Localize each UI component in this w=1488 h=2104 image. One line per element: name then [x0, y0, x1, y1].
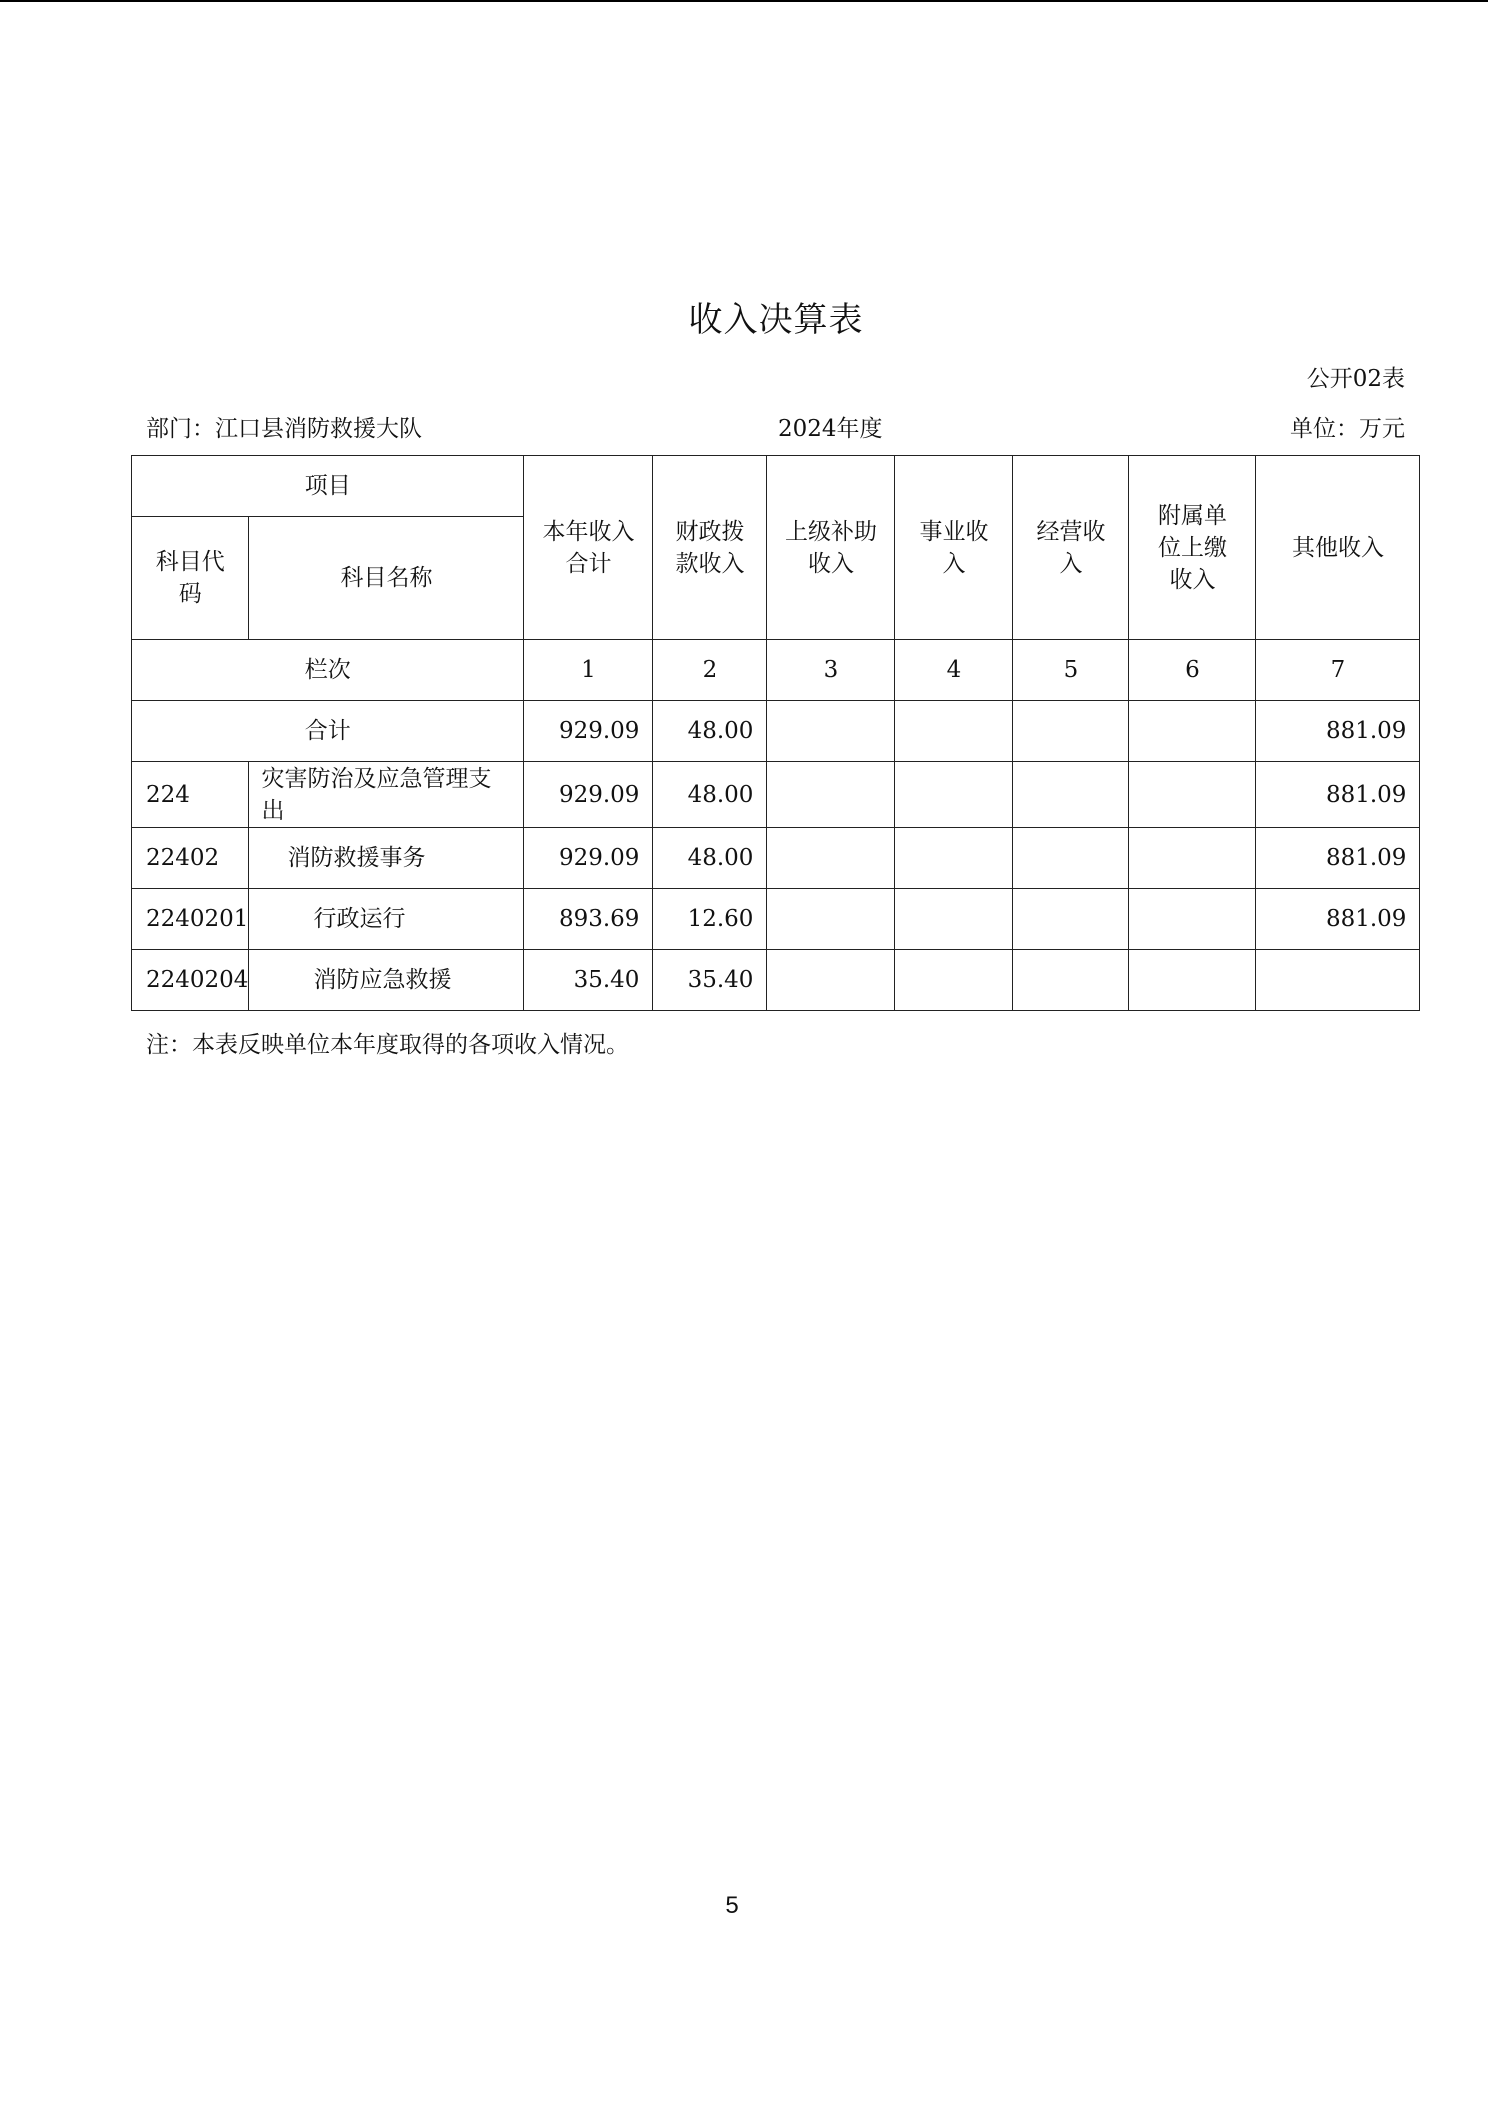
value-cell: 35.40 — [524, 950, 653, 1011]
column-index-5: 5 — [1013, 640, 1129, 701]
subject-name: 灾害防治及应急管理支出 — [249, 762, 524, 828]
column-index-row — [132, 640, 1420, 701]
header-col-4: 事业收入 — [895, 456, 1013, 640]
form-number: 公开02表 — [1306, 366, 1405, 392]
header-col-1: 本年收入合计 — [524, 456, 653, 640]
value-cell — [767, 950, 895, 1011]
value-cell: 12.60 — [653, 889, 767, 950]
value-cell — [1013, 762, 1129, 828]
table-row — [132, 889, 1420, 950]
header-code: 科目代码 — [132, 517, 249, 640]
value-cell: 48.00 — [653, 828, 767, 889]
value-cell — [895, 828, 1013, 889]
value-cell — [767, 828, 895, 889]
value-cell — [895, 762, 1013, 828]
total-label: 合计 — [132, 701, 524, 762]
subject-name: 行政运行 — [249, 889, 524, 950]
department-label: 部门：江口县消防救援大队 — [146, 416, 422, 442]
value-cell: 35.40 — [653, 950, 767, 1011]
column-index-4: 4 — [895, 640, 1013, 701]
header-col-2: 财政拨款收入 — [653, 456, 767, 640]
total-cell — [1129, 701, 1256, 762]
value-cell: 881.09 — [1256, 889, 1420, 950]
column-index-1: 1 — [524, 640, 653, 701]
page-number: 5 — [725, 1892, 739, 1919]
table-row — [132, 950, 1420, 1011]
subject-code: 22402 — [132, 828, 249, 889]
value-cell — [1129, 889, 1256, 950]
currency-unit: 单位：万元 — [1290, 416, 1405, 442]
value-cell: 48.00 — [653, 762, 767, 828]
value-cell — [1013, 828, 1129, 889]
value-cell — [767, 762, 895, 828]
value-cell: 881.09 — [1256, 828, 1420, 889]
table-note: 注：本表反映单位本年度取得的各项收入情况。 — [146, 1032, 629, 1058]
value-cell: 881.09 — [1256, 762, 1420, 828]
subject-name: 消防救援事务 — [249, 828, 524, 889]
total-cell — [767, 701, 895, 762]
column-index-3: 3 — [767, 640, 895, 701]
value-cell — [767, 889, 895, 950]
fiscal-year: 2024年度 — [778, 416, 883, 442]
value-cell — [895, 889, 1013, 950]
page-top-border — [0, 0, 1488, 2]
value-cell: 929.09 — [524, 762, 653, 828]
total-cell: 929.09 — [524, 701, 653, 762]
subject-code: 224 — [132, 762, 249, 828]
total-cell: 881.09 — [1256, 701, 1420, 762]
header-col-5: 经营收入 — [1013, 456, 1129, 640]
header-item: 项目 — [132, 456, 524, 517]
total-cell — [895, 701, 1013, 762]
total-row — [132, 701, 1420, 762]
column-index-2: 2 — [653, 640, 767, 701]
column-index-6: 6 — [1129, 640, 1256, 701]
column-index-7: 7 — [1256, 640, 1420, 701]
value-cell — [1013, 950, 1129, 1011]
page-title: 收入决算表 — [688, 300, 864, 340]
total-cell — [1013, 701, 1129, 762]
income-table — [131, 455, 1420, 1011]
value-cell: 929.09 — [524, 828, 653, 889]
table-row — [132, 828, 1420, 889]
total-cell: 48.00 — [653, 701, 767, 762]
value-cell — [895, 950, 1013, 1011]
value-cell — [1013, 889, 1129, 950]
value-cell — [1256, 950, 1420, 1011]
value-cell — [1129, 762, 1256, 828]
header-col-7: 其他收入 — [1256, 456, 1420, 640]
value-cell — [1129, 828, 1256, 889]
header-name: 科目名称 — [249, 517, 524, 640]
value-cell: 893.69 — [524, 889, 653, 950]
subject-code: 2240204 — [132, 950, 249, 1011]
column-index-label: 栏次 — [132, 640, 524, 701]
header-col-6: 附属单位上缴收入 — [1129, 456, 1256, 640]
subject-name: 消防应急救援 — [249, 950, 524, 1011]
header-row-1 — [132, 456, 1420, 517]
subject-code: 2240201 — [132, 889, 249, 950]
header-col-3: 上级补助收入 — [767, 456, 895, 640]
value-cell — [1129, 950, 1256, 1011]
table-row — [132, 762, 1420, 828]
